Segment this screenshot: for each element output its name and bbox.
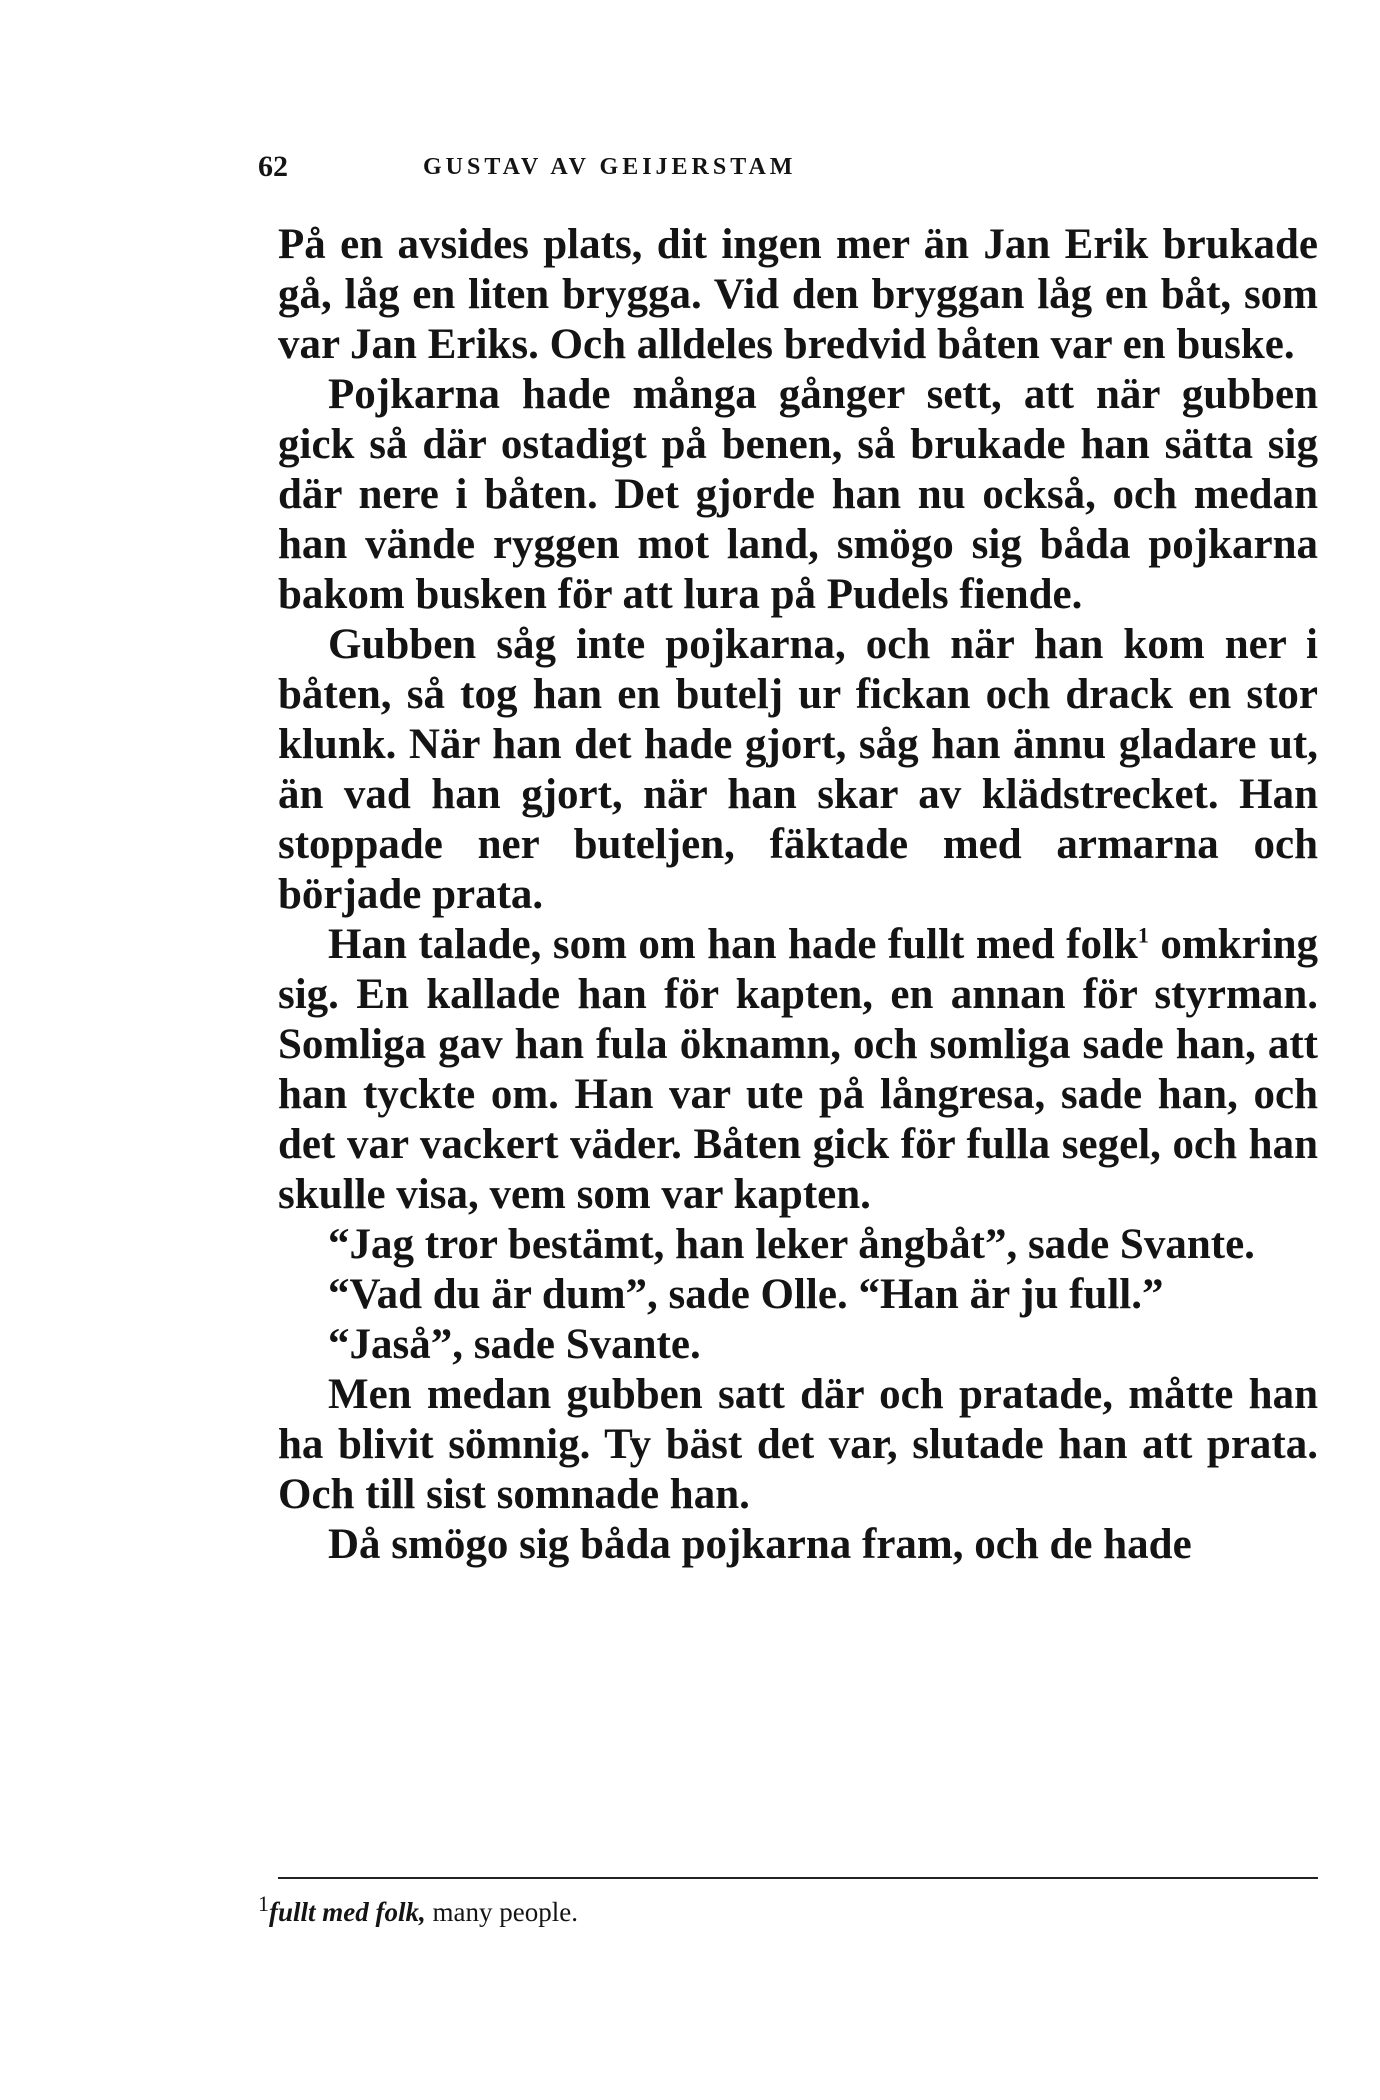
- footnote-term: fullt med folk,: [269, 1897, 426, 1927]
- page-number: 62: [258, 150, 288, 183]
- page-header: [258, 150, 1318, 190]
- footnote-gloss: many people.: [432, 1897, 578, 1927]
- footnote: [258, 1891, 1318, 1929]
- paragraph-5: “Jag tror bestämt, han leker ångbåt”, sade Svante.: [328, 1221, 1255, 1268]
- paragraph-7: “Jaså”, sade Svante.: [328, 1321, 701, 1368]
- footnote-divider: [278, 1877, 1318, 1879]
- footnote-mark: 1: [258, 1891, 269, 1916]
- paragraph-3: Gubben såg inte pojkarna, och när han kom ner i båten, så tog han en butelj ur fickan och drack en stor klunk. När han det hade gjort, såg han ännu gladare ut, än vad han gjort, när han skar av klädstrecket. Han stoppade ner buteljen, fäktade med armarna och började prata.: [278, 621, 1318, 918]
- paragraph-8: Men medan gubben satt där och pratade, måtte han ha blivit sömnig. Ty bäst det var, slutade han att prata. Och till sist somnade han.: [278, 1371, 1318, 1518]
- paragraph-1: På en avsides plats, dit ingen mer än Jan Erik brukade gå, låg en liten brygga. Vid den bryggan låg en båt, som var Jan Eriks. Och alldeles bredvid båten var en buske.: [278, 221, 1318, 368]
- paragraph-6: “Vad du är dum”, sade Olle. “Han är ju full.”: [328, 1271, 1164, 1318]
- body-text: [278, 220, 1318, 1570]
- paragraph-4-lead: Han talade, som om han hade fullt med folk: [328, 921, 1138, 968]
- running-head: GUSTAV AV GEIJERSTAM: [423, 154, 797, 180]
- paragraph-2: Pojkarna hade många gånger sett, att när gubben gick så där ostadigt på benen, så brukade han sätta sig där nere i båten. Det gjorde han nu också, och medan han vände ryggen mot land, smögo sig båda pojkarna bakom busken för att lura på Pudels fiende.: [278, 371, 1318, 618]
- paragraph-9: Då smögo sig båda pojkarna fram, och de hade: [328, 1521, 1192, 1568]
- paragraph-4-rest: omkring sig. En kallade han för kapten, en annan för styrman. Somliga gav han fula öknamn, och somliga sade han, att han tyckte om. Han var ute på långresa, sade han, och det var vackert väder. Båten gick för fulla segel, och han skulle visa, vem som var kapten.: [278, 921, 1318, 1218]
- paragraph-4: [278, 920, 1318, 1220]
- footnote-reference[interactable]: 1: [1137, 922, 1149, 948]
